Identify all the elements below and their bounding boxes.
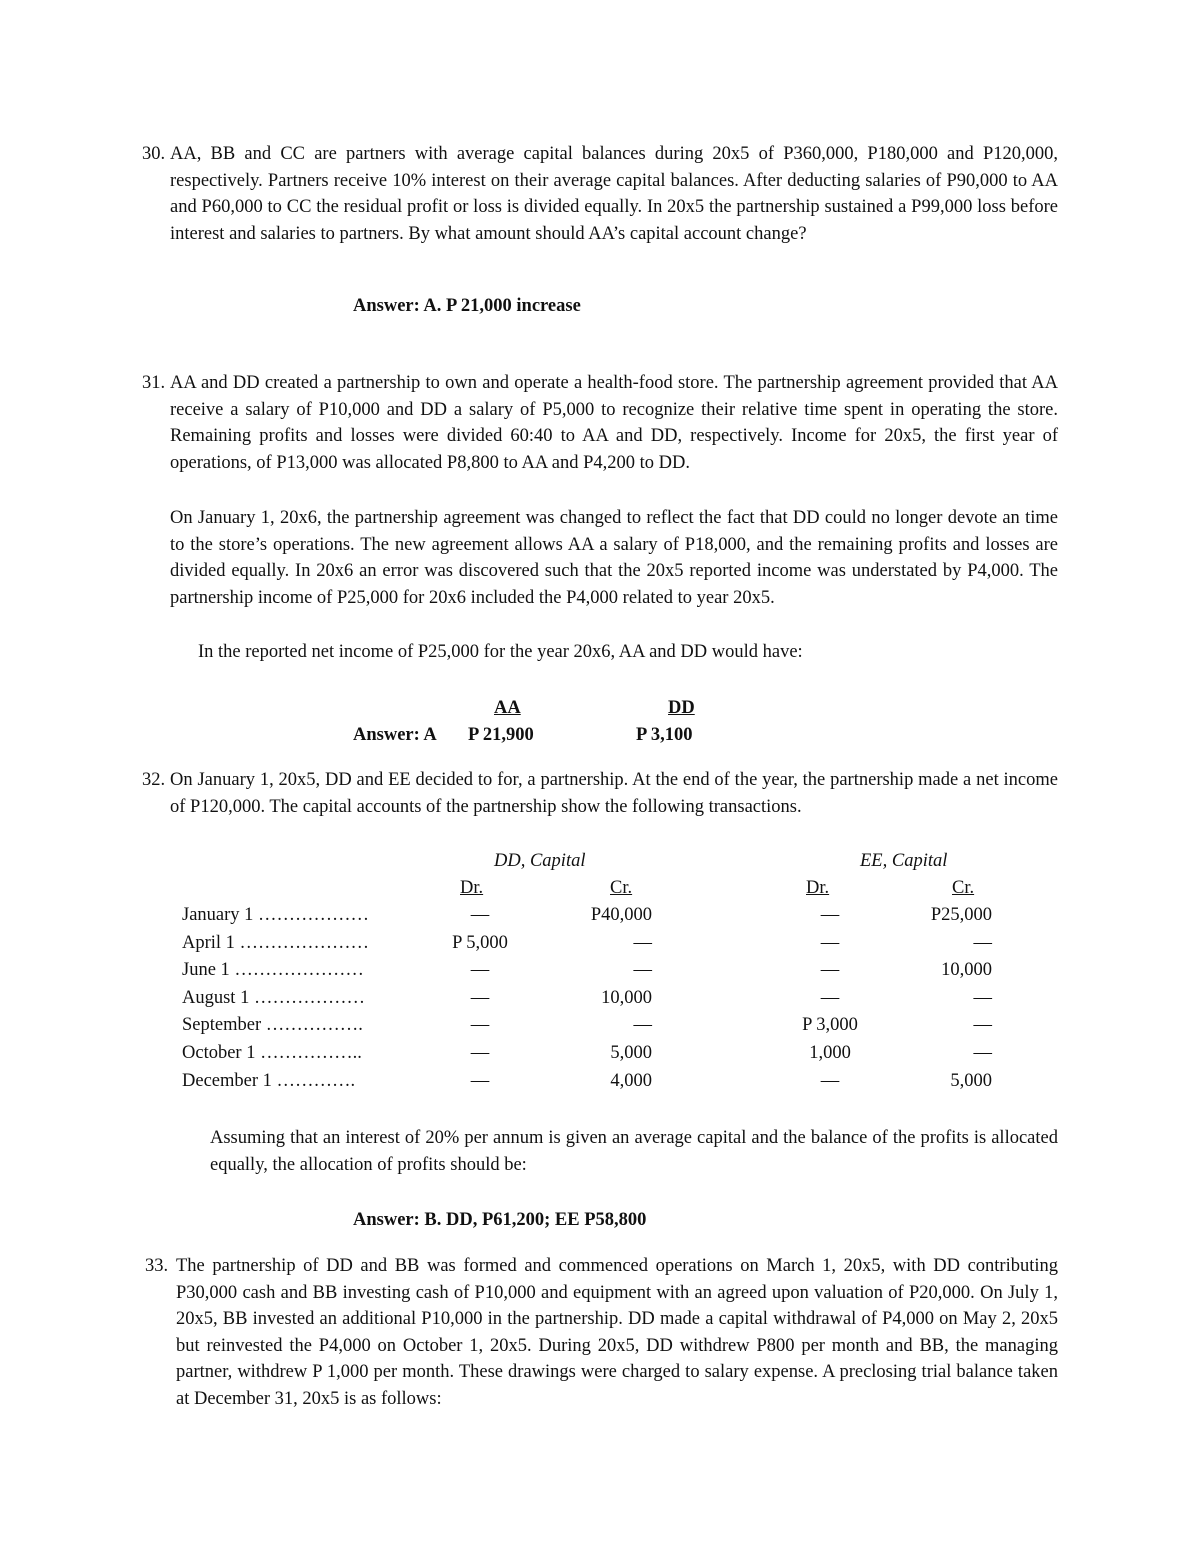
dd-debit-cell: P 5,000 (452, 932, 508, 953)
ee-debit-cell: — (820, 1070, 840, 1091)
question-31 (142, 370, 1058, 476)
row-date: December 1 …………. (182, 1070, 356, 1091)
dd-credit-cell: P40,000 (590, 905, 652, 925)
dd-capital-header: DD, Capital (494, 851, 586, 871)
ee-credit-cell: — (973, 1043, 992, 1063)
question-text: On January 1, 20x5, DD and EE decided to for, a partnership. At the end of the year, the partnership made a net income of P120,000. The capital accounts of the partnership show the following transactions. (170, 770, 1058, 817)
dd-debit-cell: — (470, 1015, 490, 1036)
question-32 (142, 767, 1058, 820)
dd-credit-cell: 4,000 (610, 1070, 652, 1091)
dd-credit-cell: 10,000 (601, 987, 652, 1008)
row-date: June 1 ………………… (182, 960, 364, 981)
row-date: January 1 ……………… (182, 905, 370, 925)
column-header-aa: AA (494, 698, 521, 718)
row-date: August 1 ……………… (182, 987, 365, 1008)
ee-debit-cell: 1,000 (809, 1043, 851, 1063)
ee-credit-cell: — (973, 932, 992, 953)
row-date: October 1 …………….. (182, 1043, 362, 1063)
dd-credit-cell: — (633, 1015, 652, 1036)
dd-debit-cell: — (470, 905, 490, 925)
question-text: AA and DD created a partnership to own and operate a health-food store. The partnership agreement provided that AA receive a salary of P10,000 and DD a salary of P5,000 to recognize their relative time spent in operating the store. Remaining profits and losses were divided 60:40 to AA and DD, respectively. Income for 20x5, the first year of operations, of P13,000 was allocated P8,800 to AA and P4,200 to DD. (170, 373, 1058, 473)
ee-debit-cell: — (820, 987, 840, 1008)
dd-credit-cell: — (633, 932, 652, 953)
dd-credit-cell: 5,000 (610, 1043, 652, 1063)
dd-debit-cell: — (470, 1043, 490, 1063)
question-33 (145, 1253, 1058, 1412)
ee-credit-cell: — (973, 1015, 992, 1036)
question-number: 30. (142, 144, 166, 164)
ee-debit-cell: P 3,000 (802, 1015, 858, 1036)
question-number: 33. (145, 1256, 169, 1276)
ee-debit-cell: — (820, 960, 840, 981)
dd-credit-header: Cr. (610, 878, 633, 898)
question-30 (142, 141, 1058, 247)
ee-debit-header: Dr. (806, 878, 830, 898)
question-31-paragraph-2: On January 1, 20x6, the partnership agreement was changed to reflect the fact that DD could no longer devote an time to the store’s operations. The new agreement allows AA a salary of P18,000, and the remaining profits and losses are divided equally. In 20x6 an error was discovered such that the 20x5 reported income was understated by P4,000. The partnership income of P25,000 for 20x6 included the P4,000 related to year 20x5. (170, 508, 1058, 608)
row-date: April 1 ………………… (182, 932, 370, 953)
ee-capital-header: EE, Capital (860, 851, 948, 871)
dd-debit-header: Dr. (460, 878, 484, 898)
ee-credit-header: Cr. (952, 878, 975, 898)
answer-32: Answer: B. DD, P61,200; EE P58,800 (353, 1210, 647, 1230)
ee-credit-cell: 10,000 (941, 960, 992, 981)
question-text: AA, BB and CC are partners with average capital balances during 20x5 of P360,000, P180,000 and P120,000, respectively. Partners receive 10% interest on their average capital balances. After deducting salaries of P90,000 to AA and P60,000 to CC the residual profit or loss is divided equally. In 20x5 the partnership sustained a P99,000 loss before interest and salaries to partners. By what amount should AA’s capital account change? (170, 144, 1058, 244)
ee-debit-cell: — (820, 905, 840, 925)
question-32-assumption: Assuming that an interest of 20% per annum is given an average capital and the balance of the profits is allocated equally, the allocation of profits should be: (210, 1128, 1058, 1175)
dd-debit-cell: — (470, 1070, 490, 1091)
dd-debit-cell: — (470, 960, 490, 981)
ee-credit-cell: 5,000 (950, 1070, 992, 1091)
row-date: September ……………. (182, 1015, 363, 1036)
question-number: 32. (142, 770, 166, 790)
answer-30: Answer: A. P 21,000 increase (353, 296, 581, 316)
question-31-prompt: In the reported net income of P25,000 for the year 20x6, AA and DD would have: (198, 642, 803, 662)
ee-debit-cell: — (820, 932, 840, 953)
dd-debit-cell: — (470, 987, 490, 1008)
column-header-dd: DD (668, 698, 695, 718)
ee-credit-cell: P25,000 (930, 905, 992, 925)
dd-credit-cell: — (633, 960, 652, 981)
answer-31-dd: P 3,100 (636, 725, 693, 745)
question-text: The partnership of DD and BB was formed and commenced operations on March 1, 20x5, with DD contributing P30,000 cash and BB investing cash of P10,000 and equipment with an agreed upon valuation of P20,000. On July 1, 20x5, BB invested an additional P10,000 in the partnership. DD made a capital withdrawal of P4,000 on May 2, 20x5 but reinvested the P4,000 on October 1, 20x5. During 20x5, DD withdrew P800 per month and BB, the managing partner, withdrew P 1,000 per month. These drawings were charged to salary expense. A preclosing trial balance taken at December 31, 20x5 is as follows: (176, 1256, 1058, 1409)
question-number: 31. (142, 373, 166, 393)
answer-31-label: Answer: A (353, 725, 437, 745)
ee-credit-cell: — (973, 987, 992, 1008)
answer-31-aa: P 21,900 (468, 725, 534, 745)
